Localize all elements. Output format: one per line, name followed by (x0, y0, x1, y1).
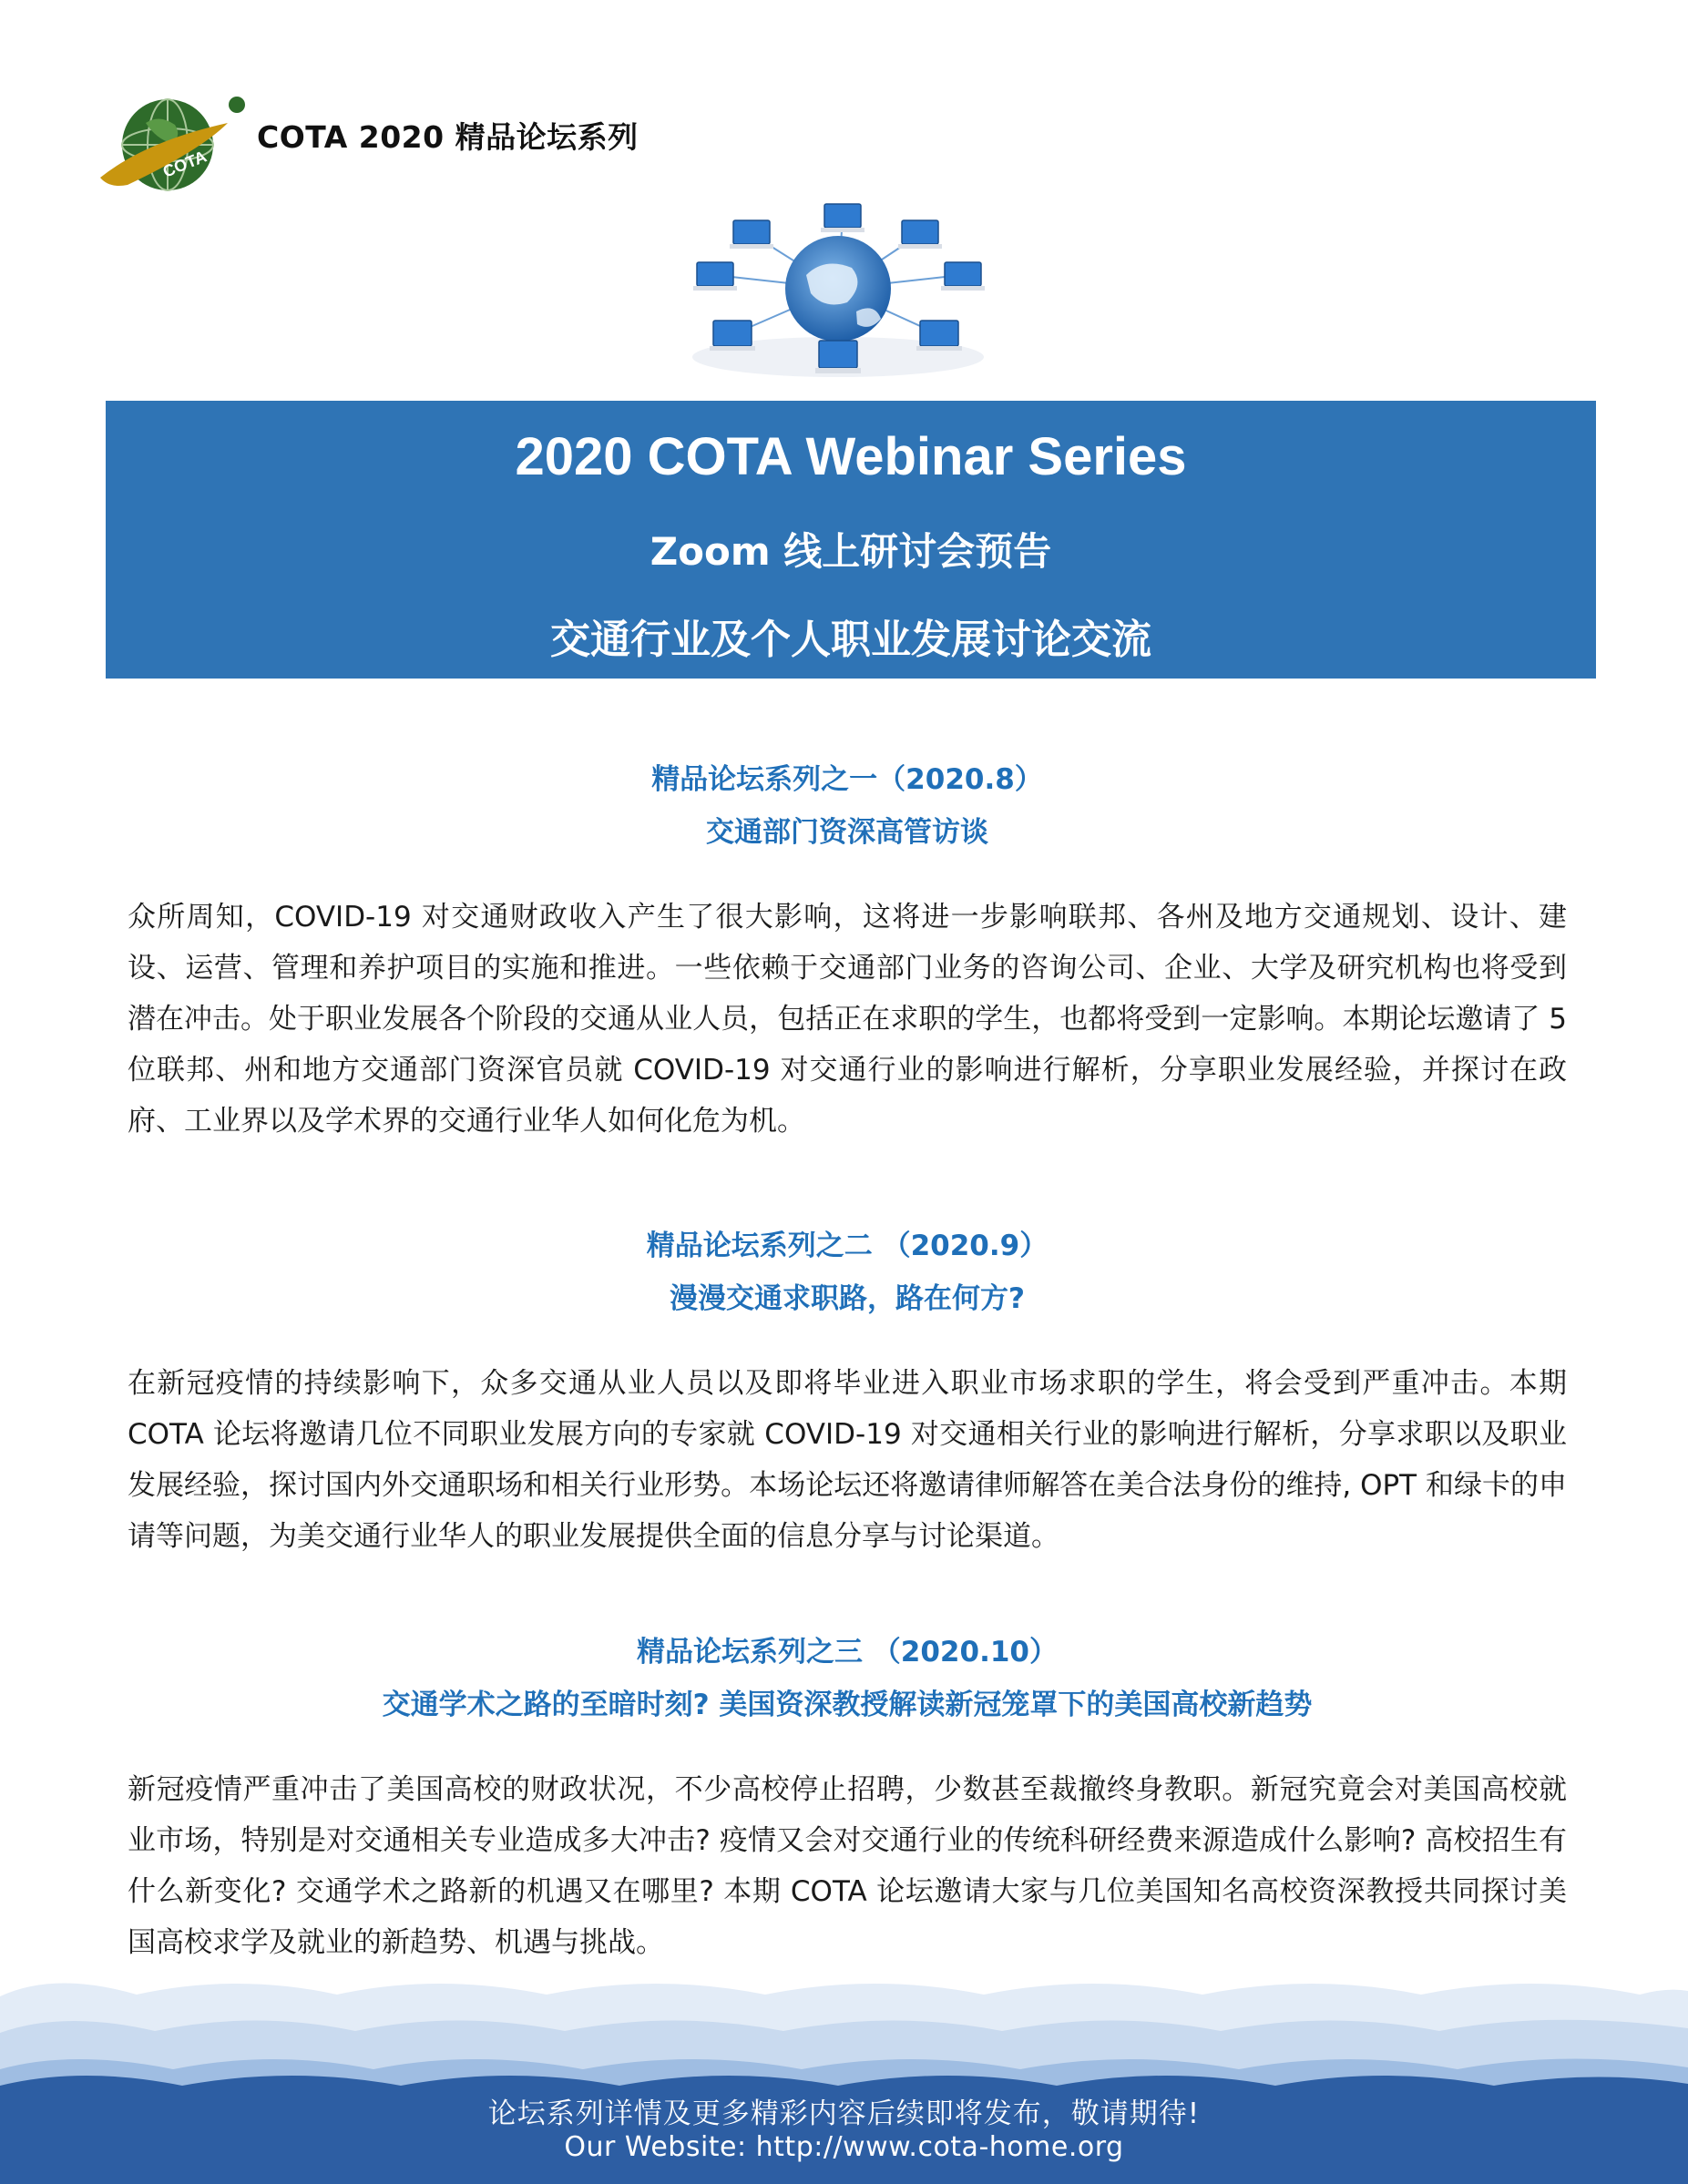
section-topic: 交通学术之路的至暗时刻? 美国资深教授解读新冠笼罩下的美国高校新趋势 (382, 1689, 1313, 1721)
series-title: COTA 2020 精品论坛系列 (257, 119, 639, 155)
forum-section-1 (128, 753, 1567, 1147)
logo-text: COTA (160, 147, 210, 181)
cota-logo (91, 87, 255, 205)
banner-tagline: 交通行业及个人职业发展讨论交流 (550, 617, 1151, 663)
footer-announcement: 论坛系列详情及更多精彩内容后续即将发布，敬请期待! (487, 2097, 1201, 2130)
network-illustration (679, 202, 997, 389)
section-topic: 交通部门资深高管访谈 (706, 816, 988, 849)
banner-title: 2020 COTA Webinar Series (515, 427, 1187, 486)
section-body: 在新冠疫情的持续影响下，众多交通从业人员以及即将毕业进入职业市场求职的学生，将会受到严重冲击。本期 COTA 论坛将邀请几位不同职业发展方向的专家就 COVID-19 对交通相关行业的影响进行解析，分享求职以及职业发展经验，探讨国内外交通职场和相关行业形势。本场论坛还将邀请律师解答在美合法身份的维持, OPT 和绿卡的申请等问题，为美交通行业华人的职业发展提供全面的信息分享与讨论渠道。 (128, 1367, 1567, 1553)
section-topic: 漫漫交通求职路，路在何方? (670, 1282, 1025, 1315)
title-banner (106, 401, 1596, 679)
banner-subtitle: Zoom 线上研讨会预告 (650, 529, 1052, 574)
section-heading: 精品论坛系列之一（2020.8） (651, 763, 1043, 796)
section-body: 众所周知，COVID-19 对交通财政收入产生了很大影响，这将进一步影响联邦、各州及地方交通规划、设计、建设、运营、管理和养护项目的实施和推进。一些依赖于交通部门业务的咨询公司、企业、大学及研究机构也将受到潜在冲击。处于职业发展各个阶段的交通从业人员，包括正在求职的学生，也都将受到一定影响。本期论坛邀请了 5 位联邦、州和地方交通部门资深官员就 COVID-19 对交通行业的影响进行解析，分享职业发展经验，并探讨在政府、工业界以及学术界的交通行业华人如何化危为机。 (128, 901, 1567, 1138)
section-body: 新冠疫情严重冲击了美国高校的财政状况，不少高校停止招聘，少数甚至裁撤终身教职。新冠究竟会对美国高校就业市场，特别是对交通相关专业造成多大冲击? 疫情又会对交通行业的传统科研经费来源造成什么影响? 高校招生有什么新变化? 交通学术之路新的机遇又在哪里? 本期 COTA 论坛邀请大家与几位美国知名高校资深教授共同探讨美国高校求学及就业的新趋势、机遇与挑战。 (128, 1773, 1567, 1959)
website-link[interactable]: Our Website: http://www.cota-home.org (564, 2131, 1124, 2163)
forum-section-2 (128, 1220, 1567, 1562)
section-heading: 精品论坛系列之二 （2020.9） (646, 1230, 1049, 1262)
section-heading: 精品论坛系列之三 （2020.10） (637, 1636, 1058, 1669)
forum-section-3 (128, 1626, 1567, 1968)
